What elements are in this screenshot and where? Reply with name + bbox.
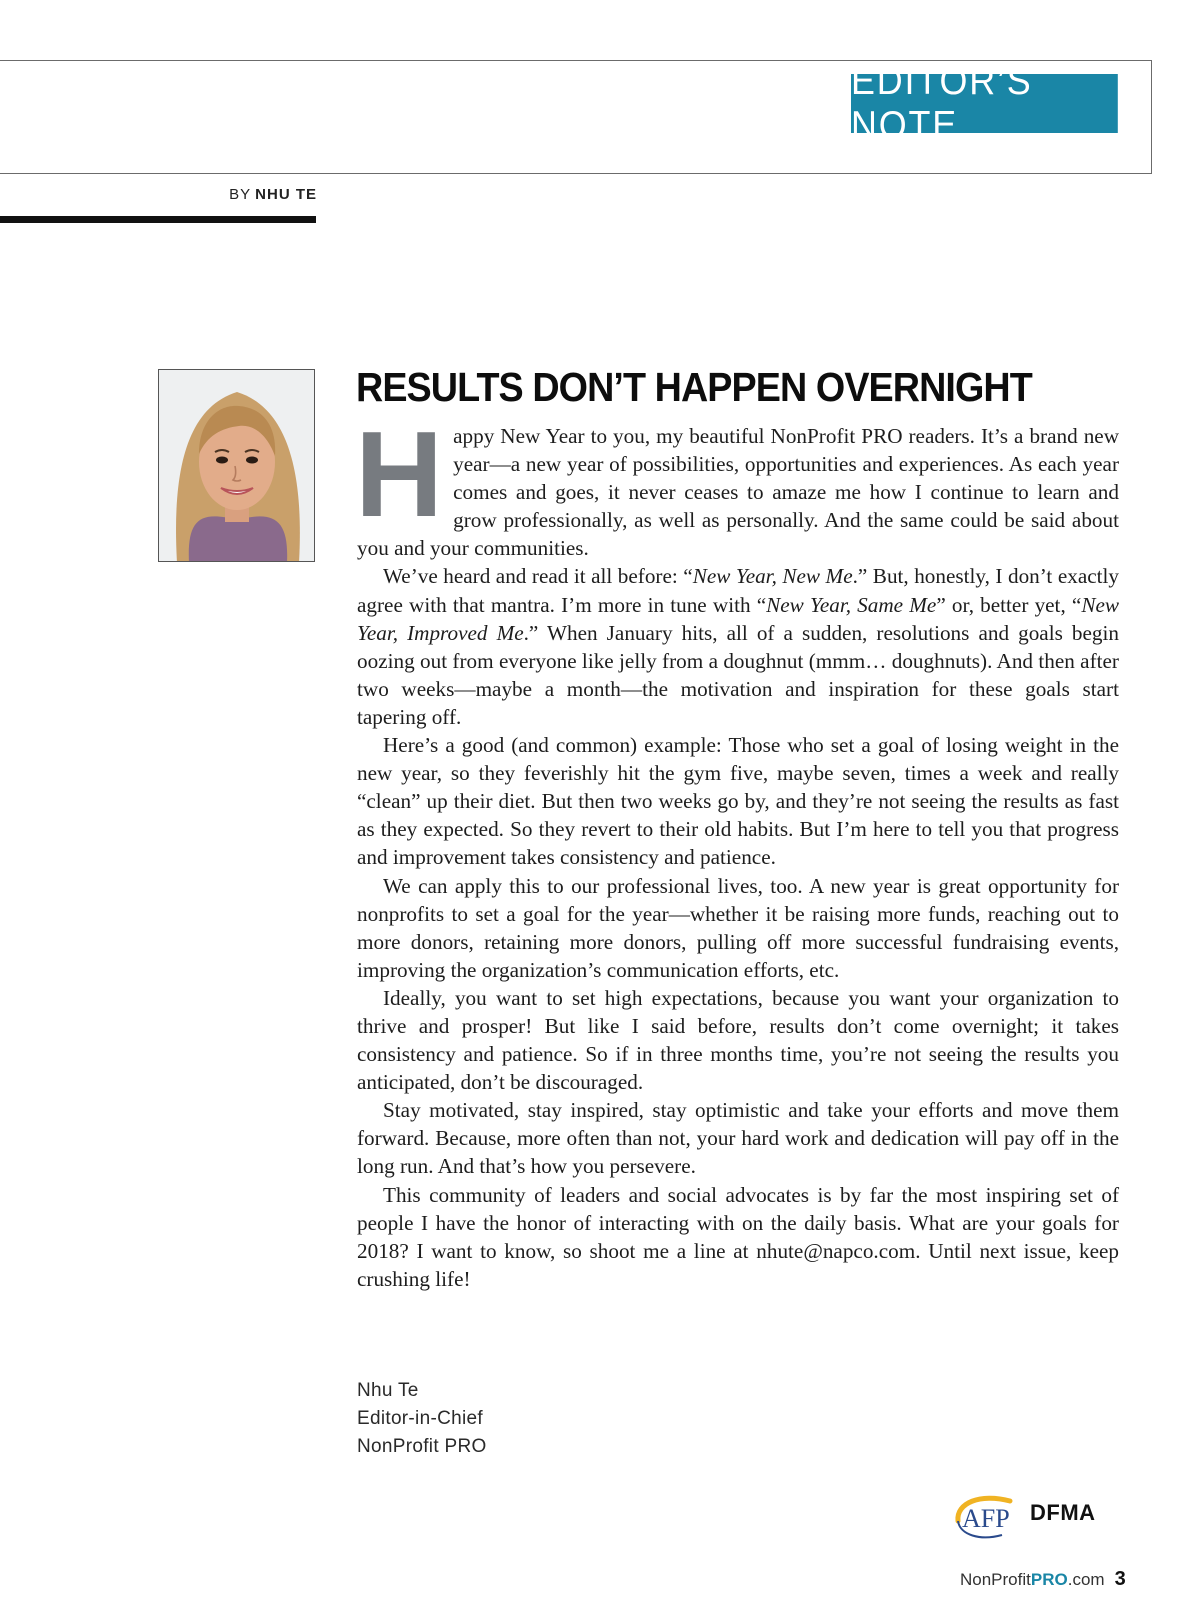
- paragraph-text: We’ve heard and read it all before: “: [383, 564, 693, 589]
- article-body: [355, 406, 1119, 1293]
- emphasis-text: New Year, Improved Me: [357, 592, 1119, 645]
- drop-cap: H: [355, 406, 444, 542]
- byline-rule: [0, 216, 316, 223]
- paragraph-text: appy New Year to you, my beautiful NonProfit PRO readers. It’s a brand new year—a new year of possibilities, opportunities and experiences. As each year comes and goes, it never ceases to amaze me how I continue to learn and grow professionally, as well as personally. And the same could be said about you and your communities.: [357, 424, 1119, 561]
- signature-title: Editor-in-Chief: [357, 1408, 483, 1429]
- byline: [225, 186, 317, 203]
- author-photo: [158, 369, 315, 562]
- article-paragraph: Stay motivated, stay inspired, stay optimistic and take your efforts and move them forward. Because, more often than not, your hard work and dedication will pay off in the long run. And that’s how you persevere.: [357, 1098, 1119, 1179]
- emphasis-text: New Year, New Me: [692, 564, 853, 589]
- article-paragraph: This community of leaders and social advocates is by far the most inspiring set of people I have the honor of interacting with on the daily basis. What are your goals for 2018? I want to know, so shoot me a line at nhute@napco.com. Until next issue, keep crushing life!: [357, 1182, 1119, 1291]
- paragraph-text: .” When January hits, all of a sudden, resolutions and goals begin oozing out from everyone like jelly from a doughnut (mmm… doughnuts). And then after two weeks—maybe a month—the motivation and inspiration for these goals start tapering off.: [357, 620, 1119, 729]
- article-paragraph: Here’s a good (and common) example: Those who set a goal of losing weight in the new year, so they feverishly hit the gym five, maybe seven, times a week and really “clean” up their diet. But then two weeks go by, and they’re not seeing the results as fast as they expected. So they revert to their old habits. But I’m here to tell you that progress and improvement takes consistency and patience.: [357, 733, 1119, 870]
- article-paragraph: [355, 406, 1119, 562]
- signature-block: [357, 1377, 487, 1461]
- article-headline: RESULTS DON’T HAPPEN OVERNIGHT: [356, 364, 1032, 410]
- byline-author: NHU TE: [255, 186, 317, 203]
- article-paragraph: Ideally, you want to set high expectations, because you want your organization to thrive and prosper! But like I said before, results don’t come overnight; it takes consistency and patience. So if in three months time, you’re not seeing the results you anticipated, don’t be discouraged.: [357, 985, 1119, 1095]
- signature-name: Nhu Te: [357, 1380, 419, 1401]
- signature-publication: NonProfit PRO: [357, 1436, 487, 1457]
- footer-site-suffix: .com: [1067, 1570, 1105, 1589]
- footer-site-prefix: NonProfit: [960, 1570, 1031, 1589]
- afp-logo-text: AFP: [962, 1504, 1010, 1533]
- footer-site-bold: PRO: [1030, 1570, 1068, 1589]
- article-paragraph: [357, 562, 1119, 731]
- afp-logo: [950, 1491, 1032, 1541]
- section-badge: EDITOR’S NOTE: [851, 74, 1118, 133]
- article-paragraph: We can apply this to our professional lives, too. A new year is great opportunity for nonprofits to set a goal for the year—whether it be raising more funds, reaching out to more donors, retaining more donors, pulling off more successful fundraising events, improving the organization’s communication efforts, etc.: [357, 873, 1119, 982]
- paragraph-text: .” But, honestly, I don’t exactly agree with that mantra. I’m more in tune with “: [357, 564, 1119, 617]
- byline-prefix: BY: [229, 186, 252, 203]
- emphasis-text: New Year, Same Me: [766, 592, 937, 617]
- dfma-logo: DFMA: [1030, 1500, 1096, 1525]
- page-footer: [960, 1568, 1126, 1591]
- author-portrait-illustration: [159, 370, 315, 562]
- paragraph-text: ” or, better yet, “: [936, 592, 1082, 617]
- page-number: 3: [1114, 1568, 1126, 1590]
